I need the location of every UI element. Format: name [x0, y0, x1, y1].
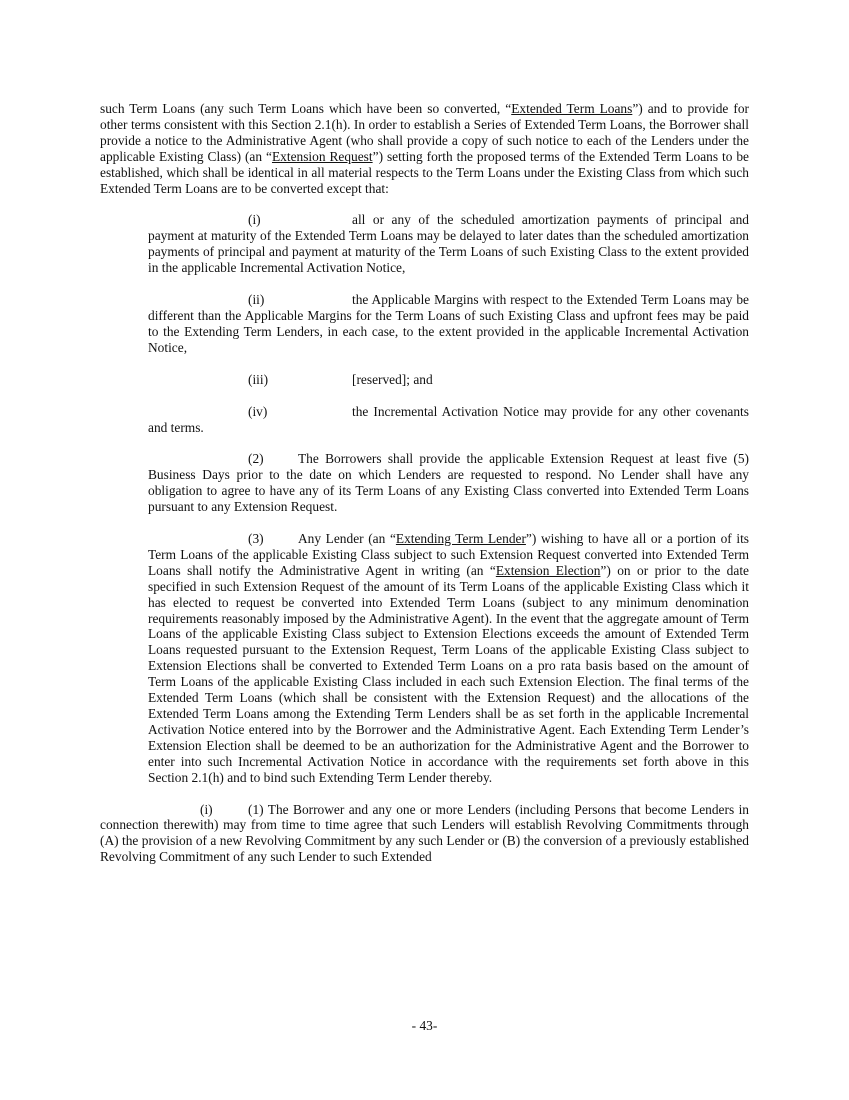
item-number: (2) — [248, 451, 264, 467]
text-run: ”) and to provide for other terms consistent with this Section 2.1(h). In order to establish a Series of Extended Term Loans, the Borrower shall provide a notice to the Administrative Agent (who shall provide a copy of such notice to each of the Lenders under the applicable Existing Class) (an “ — [100, 101, 749, 164]
item-number: (iii) — [248, 371, 269, 387]
text-run: ”) setting forth the proposed terms of the Extended Term Loans to be established, which shall be identical in all material respects to the Term Loans under the Existing Class from which such Extended Term Loans are to be converted except that: — [100, 148, 749, 196]
sub-item-iv — [148, 404, 749, 436]
item-text: (1) The Borrower and any one or more Lenders (including Persons that become Lenders in connection therewith) may from time to time agree that such Lenders will establish Revolving Commitments through (A) the provision of a new Revolving Commitment by any such Lender or (B) the conversion of a previously established Revolving Commitment of any such Lender to such Extended — [100, 801, 749, 865]
sub-item-ii — [148, 292, 749, 356]
paragraph-2 — [148, 451, 749, 515]
sub-items-list — [148, 212, 749, 785]
item-text: the Applicable Margins with respect to the Extended Term Loans may be different than the Applicable Margins for the Term Loans of such Existing Class and upfront fees may be paid to the Extending Term Lenders, in each case, to the extent provided in the applicable Incremental Activation Notice, — [148, 292, 749, 355]
text-run: ”) wishing to have all or a portion of its Term Loans of the applicable Existing Class subject to such Extension Request converted into Extended Term Loans shall notify the Administrative Agent in writing (an “ — [148, 531, 749, 578]
item-number: (3) — [248, 531, 264, 547]
paragraph-extension-intro — [100, 101, 749, 196]
sub-item-i — [148, 212, 749, 276]
item-number: (i) — [248, 212, 261, 228]
item-number: (i) — [200, 801, 213, 817]
defined-term-extending-term-lender: Extending Term Lender — [395, 531, 526, 547]
page-number: - 43- — [411, 1018, 438, 1033]
paragraph-3 — [148, 531, 749, 786]
document-body — [100, 101, 749, 865]
item-text: the Incremental Activation Notice may provide for any other covenants and terms. — [148, 403, 749, 435]
text-run: Any Lender (an “ — [298, 531, 396, 547]
text-run: such Term Loans (any such Term Loans which have been so converted, “ — [100, 101, 512, 116]
item-text: [reserved]; and — [352, 371, 433, 387]
item-text: The Borrowers shall provide the applicable Extension Request at least five (5) Business Days prior to the date on which Lenders are requested to respond. No Lender shall have any obligation to agree to have any of its Term Loans of any Existing Class converted into Extended Term Loans pursuant to any Extension Request. — [148, 451, 749, 515]
item-number: (ii) — [248, 292, 265, 308]
sub-item-iii — [148, 372, 749, 388]
defined-term-extension-request: Extension Request — [271, 148, 373, 164]
paragraph-section-i — [100, 802, 749, 866]
text-run: ”) on or prior to the date specified in such Extension Request of the amount of its Term Loans of the applicable Existing Class which it has elected to request be converted into Extended Term Loans (subject to any minimum denomination requirements reasonably imposed by the Administrative Agent). In the event that the aggregate amount of Term Loans of the applicable Existing Class subject to Extension Elections exceeds the amount of Extended Term Loans requested pursuant to the Extension Request, Term Loans of the applicable Existing Class subject to Extension Elections shall be converted to Extended Term Loans on a pro rata basis based on the amount of Term Loans of the applicable Existing Class included in each such Extension Election. The final terms of the Extended Term Loans (which shall be consistent with the Extension Request) and the allocations of the Extended Term Loans among the Extending Term Lenders shall be as set forth in the applicable Incremental Activation Notice entered into by the Borrower and the Administrative Agent. Each Extending Term Lender’s Extension Election shall be deemed to be an authorization for the Administrative Agent and the Borrower to enter into such Incremental Activation Notice in accordance with the requirements set forth above in this Section 2.1(h) and to bind such Extending Term Lender thereby. — [148, 562, 749, 785]
item-text: all or any of the scheduled amortization payments of principal and payment at maturity of the Extended Term Loans may be delayed to later dates than the scheduled amortization payments of principal and payment at maturity of the Term Loans of such Existing Class to the extent provided in the applicable Incremental Activation Notice, — [148, 212, 749, 276]
defined-term-extension-election: Extension Election — [495, 562, 601, 578]
defined-term-extended-term-loans: Extended Term Loans — [511, 101, 633, 116]
item-number: (iv) — [248, 403, 268, 419]
